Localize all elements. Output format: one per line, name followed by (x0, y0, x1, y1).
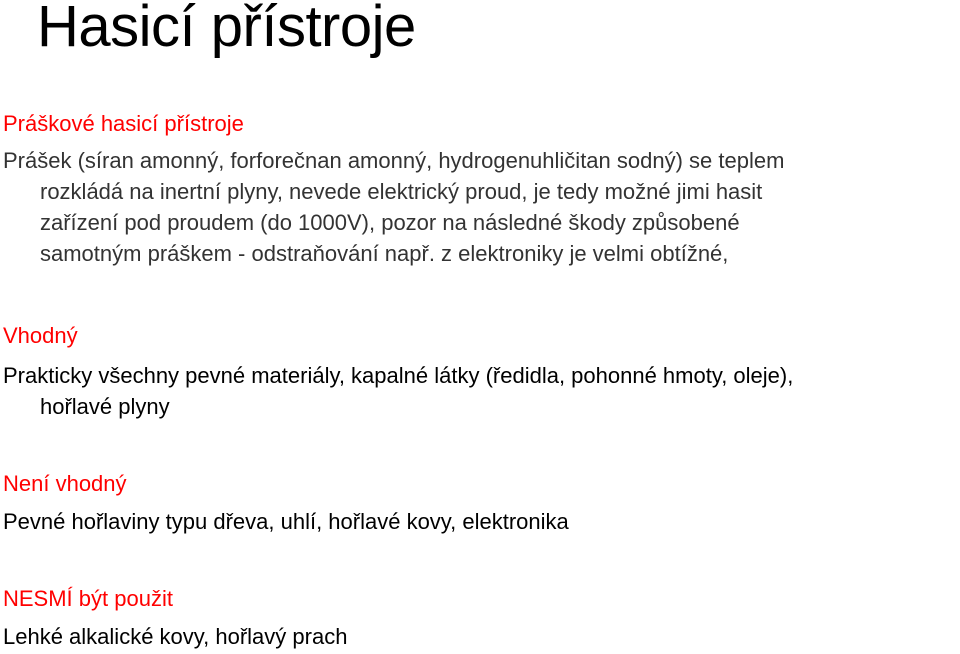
body-line: zařízení pod proudem (do 1000V), pozor na následné škody způsobené (40, 210, 740, 235)
body-line: Lehké alkalické kovy, hořlavý prach (3, 624, 348, 649)
section-heading-not-suitable: Není vhodný (3, 471, 127, 496)
section-body-not-suitable (3, 506, 569, 537)
body-line: Prakticky všechny pevné materiály, kapalné látky (ředidla, pohonné hmoty, oleje), (3, 363, 794, 388)
section-body-must-not-be-used (3, 621, 347, 652)
slide-title: Hasicí přístroje (37, 0, 416, 59)
section-heading-suitable: Vhodný (3, 323, 78, 348)
body-line: Prášek (síran amonný, forforečnan amonný, hydrogenuhličitan sodný) se teplem (3, 148, 785, 173)
body-line: hořlavé plyny (40, 394, 170, 419)
body-line: samotným práškem - odstraňování např. z elektroniky je velmi obtížné, (40, 241, 729, 266)
section-body-powder-extinguishers (3, 145, 784, 269)
section-heading-must-not-be-used: NESMÍ být použit (3, 586, 173, 611)
body-line: Pevné hořlaviny typu dřeva, uhlí, hořlavé kovy, elektronika (3, 509, 569, 534)
section-body-suitable (3, 360, 793, 422)
body-line: rozkládá na inertní plyny, nevede elektrický proud, je tedy možné jimi hasit (40, 179, 763, 204)
section-heading-powder-extinguishers: Práškové hasicí přístroje (3, 111, 244, 136)
